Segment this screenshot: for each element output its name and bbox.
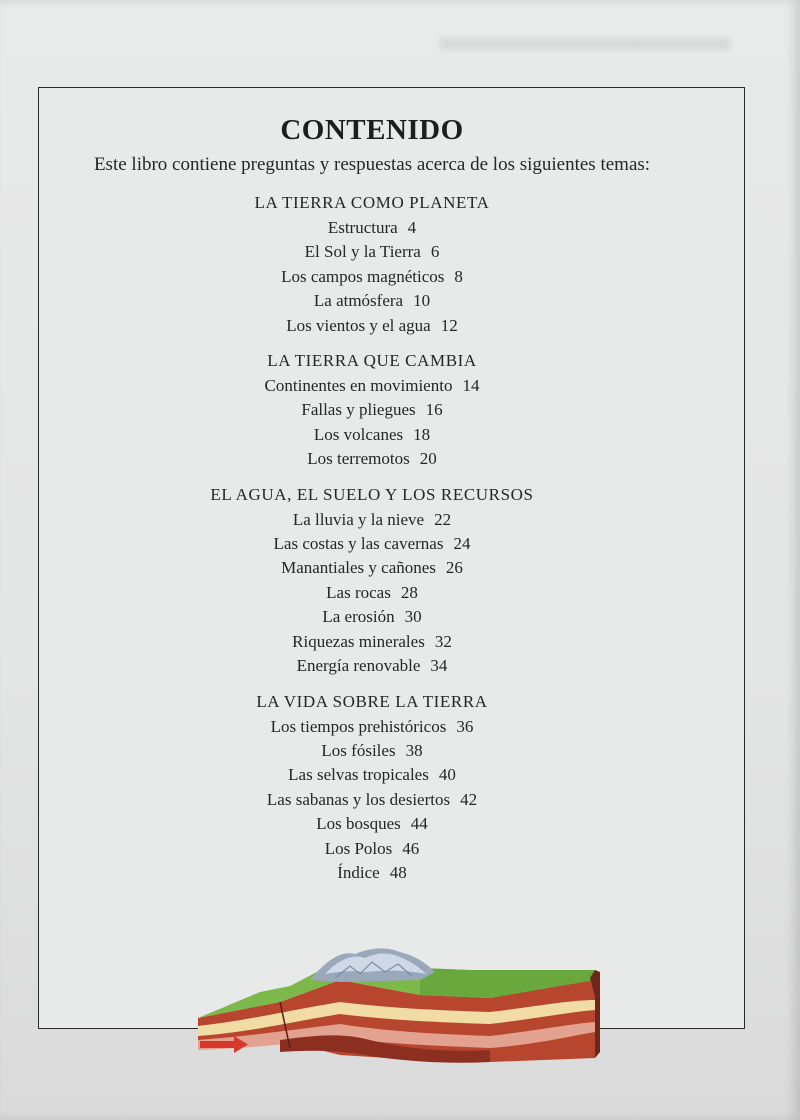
toc-section <box>0 348 744 472</box>
toc-entry <box>0 715 744 739</box>
entry-label: Los Polos <box>324 838 393 858</box>
entry-page-number: 20 <box>419 449 437 469</box>
intro-text: Este libro contiene preguntas y respuestas acerca de los siguientes temas: <box>93 154 651 175</box>
entry-label: Riquezas minerales <box>292 631 425 651</box>
entry-label: Manantiales y cañones <box>281 558 436 578</box>
entry-label: Energía renovable <box>296 656 421 676</box>
entry-page-number: 24 <box>453 534 471 554</box>
toc-entry <box>0 654 744 678</box>
entry-label: El Sol y la Tierra <box>304 242 421 262</box>
entry-label: La erosión <box>322 607 395 627</box>
entry-label: Los campos magnéticos <box>281 266 445 286</box>
toc-entry <box>0 788 744 812</box>
entry-label: Los volcanes <box>313 424 404 444</box>
toc-section <box>0 689 744 886</box>
toc-entry <box>0 812 744 836</box>
toc-entry <box>0 423 744 447</box>
section-title: LA VIDA SOBRE LA TIERRA <box>256 691 488 711</box>
table-of-contents <box>0 190 744 895</box>
toc-entry <box>0 447 744 471</box>
entry-label: Las sabanas y los desiertos <box>266 789 451 809</box>
toc-entry <box>0 861 744 885</box>
entry-label: La atmósfera <box>313 291 404 311</box>
entry-page-number: 28 <box>400 582 418 602</box>
entry-page-number: 14 <box>462 376 480 396</box>
entry-label: Los terremotos <box>307 449 410 469</box>
toc-entry <box>0 374 744 398</box>
toc-entry <box>0 605 744 629</box>
entry-page-number: 26 <box>445 558 463 578</box>
section-title: EL AGUA, EL SUELO Y LOS RECURSOS <box>210 484 534 504</box>
entry-label: Los tiempos prehistóricos <box>270 716 447 736</box>
entry-label: Las costas y las cavernas <box>273 534 444 554</box>
toc-entry <box>0 739 744 763</box>
entry-page-number: 22 <box>434 509 452 529</box>
entry-page-number: 12 <box>440 315 458 335</box>
entry-page-number: 30 <box>404 607 422 627</box>
entry-label: Las rocas <box>326 582 391 602</box>
entry-page-number: 48 <box>389 862 407 882</box>
toc-entry <box>0 265 744 289</box>
entry-page-number: 8 <box>454 266 463 286</box>
entry-page-number: 32 <box>434 631 452 651</box>
entry-page-number: 6 <box>430 242 440 262</box>
entry-label: Los vientos y el agua <box>286 315 431 335</box>
toc-entry <box>0 556 744 580</box>
entry-label: Estructura <box>327 218 398 237</box>
entry-label: Continentes en movimiento <box>264 376 453 396</box>
entry-page-number: 44 <box>410 814 428 834</box>
toc-entry <box>0 216 744 240</box>
section-title: LA TIERRA COMO PLANETA <box>254 193 490 212</box>
entry-label: Los fósiles <box>321 740 396 760</box>
geological-fold-icon <box>190 940 610 1075</box>
toc-section <box>0 482 744 679</box>
toc-entry <box>0 581 744 605</box>
entry-page-number: 10 <box>413 291 431 311</box>
toc-entry <box>0 508 744 532</box>
entry-page-number: 46 <box>402 838 420 858</box>
toc-entry <box>0 763 744 787</box>
entry-page-number: 4 <box>407 218 417 237</box>
toc-entry <box>0 289 744 313</box>
toc-entry <box>0 837 744 861</box>
toc-section <box>0 190 744 338</box>
page-title: CONTENIDO <box>280 114 464 146</box>
entry-label: La lluvia y la nieve <box>292 509 425 529</box>
entry-label: Los bosques <box>316 814 401 834</box>
entry-page-number: 18 <box>413 424 431 444</box>
entry-page-number: 42 <box>460 789 478 809</box>
toc-entry <box>0 314 744 338</box>
section-title: LA TIERRA QUE CAMBIA <box>267 351 477 371</box>
entry-label: Índice <box>337 862 380 882</box>
show-through-text <box>440 38 730 50</box>
entry-page-number: 34 <box>430 656 448 676</box>
entry-page-number: 36 <box>456 716 474 736</box>
toc-entry <box>0 240 744 264</box>
entry-page-number: 16 <box>425 400 443 420</box>
entry-label: Fallas y pliegues <box>301 400 416 420</box>
toc-entry <box>0 532 744 556</box>
entry-page-number: 38 <box>405 740 423 760</box>
entry-page-number: 40 <box>438 765 456 785</box>
toc-entry <box>0 398 744 422</box>
entry-label: Las selvas tropicales <box>288 765 429 785</box>
toc-entry <box>0 630 744 654</box>
